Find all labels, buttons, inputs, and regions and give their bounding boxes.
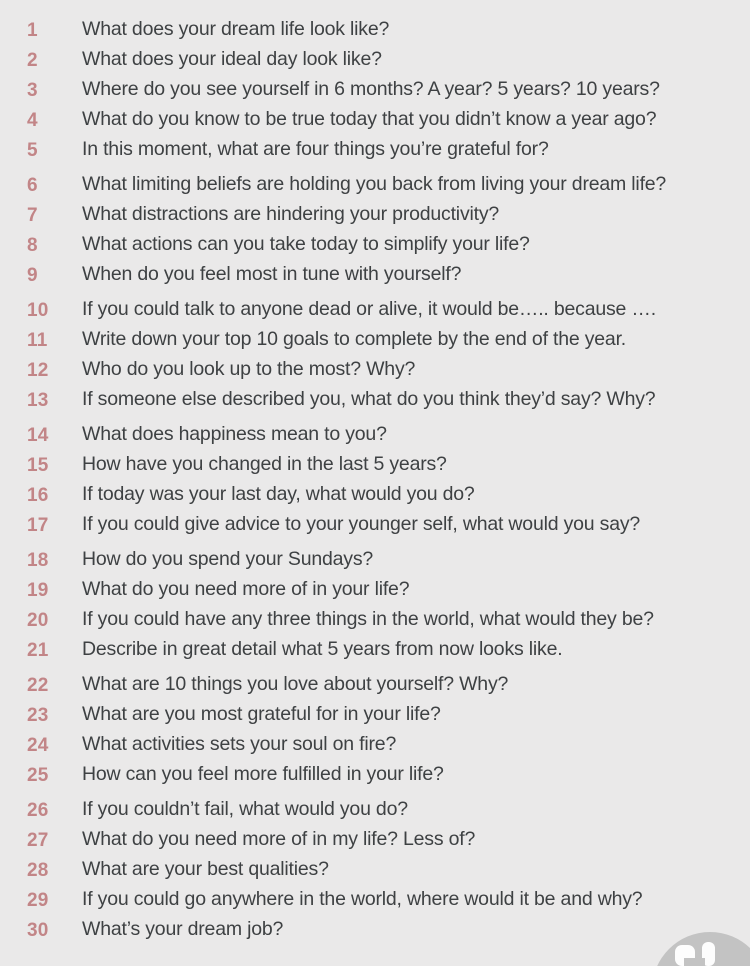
prompt-row (27, 824, 750, 854)
prompt-text: How have you changed in the last 5 years? (82, 452, 447, 475)
prompt-row (27, 854, 750, 884)
prompt-number: 6 (27, 175, 38, 196)
prompt-number: 26 (27, 800, 49, 821)
prompt-text: If someone else described you, what do you think they’d say? Why? (82, 387, 656, 410)
prompt-text: If you could give advice to your younger self, what would you say? (82, 512, 641, 535)
prompt-row (27, 479, 750, 509)
prompt-row (27, 259, 750, 289)
prompt-text: Write down your top 10 goals to complete by the end of the year. (82, 327, 627, 350)
prompt-row (27, 914, 750, 944)
prompt-text: What does your dream life look like? (82, 17, 390, 40)
prompt-row (27, 544, 750, 574)
prompt-row (27, 699, 750, 729)
prompt-number: 24 (27, 735, 49, 756)
prompt-text: If you could talk to anyone dead or alive, it would be….. because …. (82, 297, 656, 320)
prompt-text: What do you know to be true today that you didn’t know a year ago? (82, 107, 657, 130)
prompt-number: 11 (27, 330, 48, 351)
cropped-badge-icon (650, 930, 750, 966)
prompt-text: What distractions are hindering your productivity? (82, 202, 500, 225)
prompt-row (27, 384, 750, 414)
prompt-number: 28 (27, 860, 49, 881)
prompt-row (27, 794, 750, 824)
prompt-row (27, 229, 750, 259)
prompt-row (27, 669, 750, 699)
prompt-text: Who do you look up to the most? Why? (82, 357, 416, 380)
prompt-text: In this moment, what are four things you’re grateful for? (82, 137, 549, 160)
prompt-number: 19 (27, 580, 49, 601)
prompt-number: 14 (27, 425, 49, 446)
prompt-number: 9 (27, 265, 38, 286)
prompt-text: What are 10 things you love about yourself? Why? (82, 672, 509, 695)
prompt-row (27, 604, 750, 634)
prompt-number: 2 (27, 50, 38, 71)
prompt-row (27, 509, 750, 539)
prompt-text: If you couldn’t fail, what would you do? (82, 797, 408, 820)
prompt-number: 23 (27, 705, 49, 726)
prompt-text: What are you most grateful for in your life? (82, 702, 441, 725)
prompt-number: 22 (27, 675, 49, 696)
prompt-number: 10 (27, 300, 49, 321)
prompt-row (27, 884, 750, 914)
prompt-row (27, 759, 750, 789)
prompt-row (27, 574, 750, 604)
prompt-row (27, 324, 750, 354)
prompt-number: 18 (27, 550, 49, 571)
prompt-number: 3 (27, 80, 38, 101)
prompt-number: 27 (27, 830, 49, 851)
prompt-row (27, 104, 750, 134)
prompt-text: Where do you see yourself in 6 months? A year? 5 years? 10 years? (82, 77, 660, 100)
prompt-row (27, 134, 750, 164)
prompt-row (27, 199, 750, 229)
prompt-number: 20 (27, 610, 49, 631)
prompt-number: 30 (27, 920, 49, 941)
prompt-text: Describe in great detail what 5 years from now looks like. (82, 637, 563, 660)
prompt-text: What do you need more of in your life? (82, 577, 410, 600)
prompt-row (27, 14, 750, 44)
prompt-text: What’s your dream job? (82, 917, 284, 940)
prompt-text: How can you feel more fulfilled in your life? (82, 762, 444, 785)
prompt-text: What does your ideal day look like? (82, 47, 382, 70)
prompt-number: 8 (27, 235, 38, 256)
prompt-text: What activities sets your soul on fire? (82, 732, 397, 755)
prompt-row (27, 449, 750, 479)
prompt-text: If you could have any three things in the world, what would they be? (82, 607, 654, 630)
prompt-text: What does happiness mean to you? (82, 422, 387, 445)
prompt-text: When do you feel most in tune with yourself? (82, 262, 462, 285)
prompt-number: 12 (27, 360, 49, 381)
prompt-text: What actions can you take today to simplify your life? (82, 232, 530, 255)
prompt-text: How do you spend your Sundays? (82, 547, 374, 570)
prompt-number: 29 (27, 890, 49, 911)
prompt-number: 25 (27, 765, 49, 786)
prompt-row (27, 354, 750, 384)
prompt-text: If you could go anywhere in the world, where would it be and why? (82, 887, 643, 910)
prompt-row (27, 294, 750, 324)
prompt-number: 1 (27, 20, 38, 41)
prompt-text: What do you need more of in my life? Less of? (82, 827, 476, 850)
prompt-number: 15 (27, 455, 49, 476)
prompt-number: 13 (27, 390, 49, 411)
prompt-text: If today was your last day, what would you do? (82, 482, 475, 505)
prompt-row (27, 634, 750, 664)
prompt-number: 7 (27, 205, 38, 226)
prompt-row (27, 729, 750, 759)
prompt-row (27, 74, 750, 104)
prompt-row (27, 44, 750, 74)
prompt-row (27, 169, 750, 199)
prompt-number: 5 (27, 140, 38, 161)
prompt-row (27, 419, 750, 449)
prompt-number: 4 (27, 110, 38, 131)
prompt-text: What are your best qualities? (82, 857, 329, 880)
prompt-number: 21 (27, 640, 49, 661)
prompt-number: 16 (27, 485, 49, 506)
prompt-text: What limiting beliefs are holding you back from living your dream life? (82, 172, 667, 195)
prompt-number: 17 (27, 515, 49, 536)
